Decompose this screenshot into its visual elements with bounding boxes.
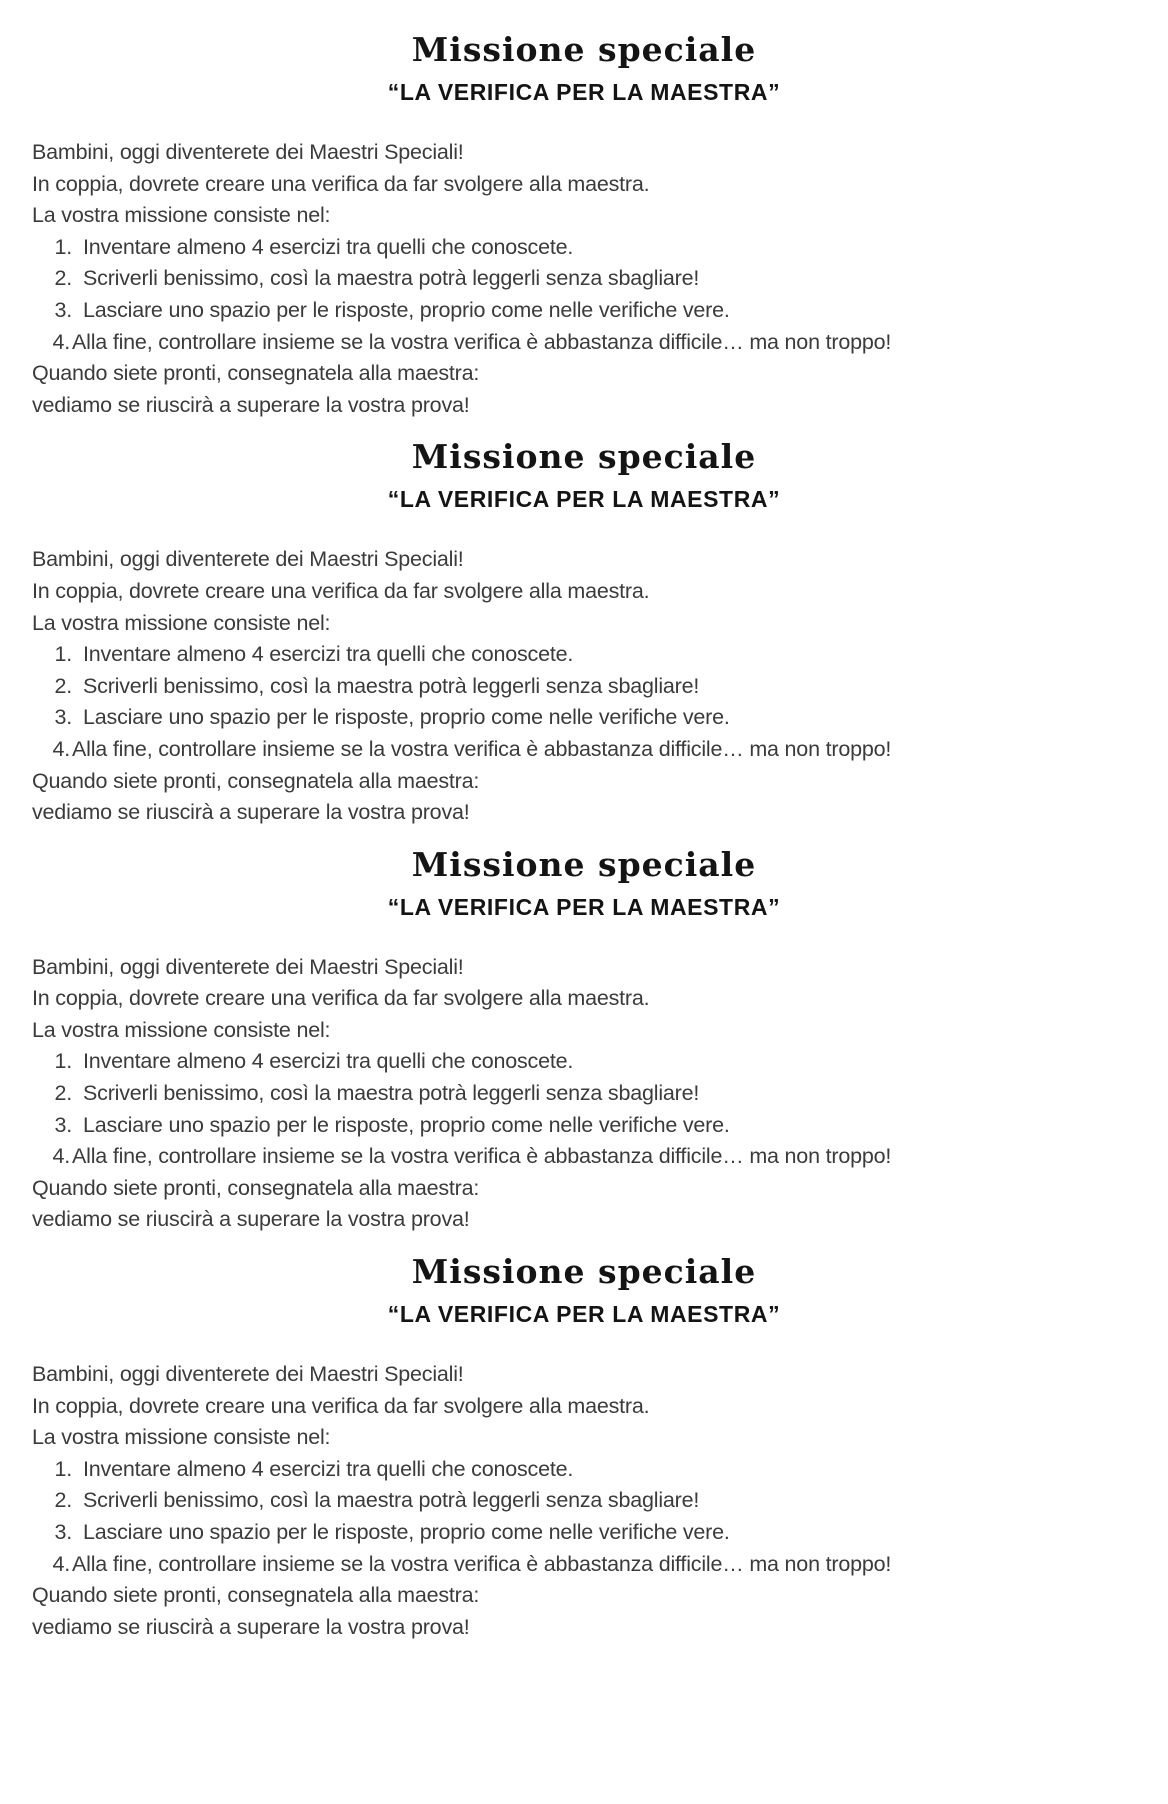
list-item-number: 4. — [52, 736, 70, 761]
list-item — [32, 734, 1132, 766]
intro-line: Bambini, oggi diventerete dei Maestri Speciali! — [32, 954, 464, 979]
list-item — [32, 702, 1132, 734]
list-item-number: 2. — [54, 1488, 72, 1513]
list-item-text: Alla fine, controllare insieme se la vostra verifica è abbastanza difficile… ma non troppo! — [72, 329, 892, 354]
list-item-text: Inventare almeno 4 esercizi tra quelli che conoscete. — [83, 1049, 574, 1074]
list-item-number: 2. — [54, 266, 72, 291]
list-item-number: 3. — [54, 705, 72, 730]
section-subtitle: “LA VERIFICA PER LA MAESTRA” — [387, 893, 781, 920]
closing-line: Quando siete pronti, consegnatela alla maestra: — [32, 1583, 480, 1608]
section-subtitle: “LA VERIFICA PER LA MAESTRA” — [387, 1301, 781, 1328]
list-item-number: 1. — [54, 642, 72, 667]
list-item-number: 3. — [54, 297, 72, 322]
section-subtitle: “LA VERIFICA PER LA MAESTRA” — [387, 79, 781, 105]
intro-line: In coppia, dovrete creare una verifica da far svolgere alla maestra. — [32, 578, 650, 603]
section-body — [0, 952, 1168, 1236]
closing-line: vediamo se riuscirà a superare la vostra prova! — [32, 392, 470, 417]
closing-line: vediamo se riuscirà a superare la vostra prova! — [32, 1614, 470, 1639]
closing-line: Quando siete pronti, consegnatela alla maestra: — [32, 361, 480, 386]
intro-line: Bambini, oggi diventerete dei Maestri Speciali! — [32, 140, 464, 164]
closing-line: vediamo se riuscirà a superare la vostra prova! — [32, 800, 470, 825]
list-item — [32, 1046, 1132, 1078]
list-item-number: 4. — [52, 1551, 70, 1576]
list-item-text: Inventare almeno 4 esercizi tra quelli che conoscete. — [83, 1456, 574, 1481]
list-item-number: 3. — [54, 1520, 72, 1544]
mission-section — [0, 437, 1168, 828]
list-item-number: 2. — [54, 673, 72, 698]
list-item-number: 4. — [52, 329, 70, 354]
mission-list — [32, 232, 1132, 358]
list-item — [32, 639, 1132, 671]
list-item — [32, 1078, 1132, 1110]
mission-section — [0, 1252, 1168, 1643]
list-item-number: 4. — [52, 1144, 70, 1169]
list-item-text: Alla fine, controllare insieme se la vostra verifica è abbastanza difficile… ma non troppo! — [72, 1144, 892, 1169]
intro-line: La vostra missione consiste nel: — [32, 610, 331, 635]
intro-line: Bambini, oggi diventerete dei Maestri Speciali! — [32, 547, 464, 572]
intro-line: In coppia, dovrete creare una verifica da far svolgere alla maestra. — [32, 171, 650, 196]
list-item-text: Lasciare uno spazio per le risposte, proprio come nelle verifiche vere. — [83, 1520, 730, 1544]
list-item — [32, 1517, 1132, 1549]
list-item-number: 3. — [54, 1112, 72, 1137]
list-item-text: Alla fine, controllare insieme se la vostra verifica è abbastanza difficile… ma non troppo! — [72, 736, 892, 761]
section-body — [0, 1359, 1168, 1643]
section-body — [0, 544, 1168, 828]
list-item — [32, 232, 1132, 264]
mission-section — [0, 845, 1168, 1236]
intro-line: In coppia, dovrete creare una verifica da far svolgere alla maestra. — [32, 1393, 650, 1418]
intro-line: La vostra missione consiste nel: — [32, 203, 331, 228]
list-item-number: 1. — [54, 1456, 72, 1481]
intro-line: Bambini, oggi diventerete dei Maestri Speciali! — [32, 1362, 464, 1387]
list-item — [32, 671, 1132, 703]
list-item-text: Scriverli benissimo, così la maestra potrà leggerli senza sbagliare! — [83, 673, 700, 698]
intro-line: La vostra missione consiste nel: — [32, 1425, 331, 1450]
section-subtitle: “LA VERIFICA PER LA MAESTRA” — [387, 486, 781, 513]
closing-line: vediamo se riuscirà a superare la vostra prova! — [32, 1207, 470, 1232]
list-item-text: Lasciare uno spazio per le risposte, proprio come nelle verifiche vere. — [83, 705, 730, 730]
list-item-number: 1. — [54, 1049, 72, 1074]
list-item-text: Alla fine, controllare insieme se la vostra verifica è abbastanza difficile… ma non troppo! — [72, 1551, 892, 1576]
intro-line: In coppia, dovrete creare una verifica da far svolgere alla maestra. — [32, 986, 650, 1011]
list-item — [32, 1485, 1132, 1517]
section-title: Missione speciale — [411, 437, 757, 477]
list-item-text: Inventare almeno 4 esercizi tra quelli che conoscete. — [83, 642, 574, 667]
section-body — [0, 137, 1168, 421]
list-item — [32, 1549, 1132, 1581]
section-title: Missione speciale — [411, 1252, 757, 1292]
list-item-text: Scriverli benissimo, così la maestra potrà leggerli senza sbagliare! — [83, 266, 700, 291]
list-item — [32, 295, 1132, 327]
list-item — [32, 1110, 1132, 1142]
closing-line: Quando siete pronti, consegnatela alla maestra: — [32, 768, 480, 793]
mission-list — [32, 1046, 1132, 1172]
list-item-number: 2. — [54, 1081, 72, 1106]
mission-section — [0, 30, 1168, 421]
intro-line: La vostra missione consiste nel: — [32, 1017, 331, 1042]
list-item — [32, 263, 1132, 295]
section-title: Missione speciale — [411, 30, 757, 69]
list-item-text: Scriverli benissimo, così la maestra potrà leggerli senza sbagliare! — [83, 1488, 700, 1513]
mission-list — [32, 1454, 1132, 1580]
list-item — [32, 1141, 1132, 1173]
section-title: Missione speciale — [411, 844, 757, 884]
list-item — [32, 1454, 1132, 1486]
list-item-text: Inventare almeno 4 esercizi tra quelli che conoscete. — [83, 234, 574, 259]
mission-list — [32, 639, 1132, 765]
list-item-text: Lasciare uno spazio per le risposte, proprio come nelle verifiche vere. — [83, 297, 730, 322]
list-item — [32, 327, 1132, 359]
list-item-text: Scriverli benissimo, così la maestra potrà leggerli senza sbagliare! — [83, 1081, 700, 1106]
list-item-number: 1. — [54, 234, 72, 259]
closing-line: Quando siete pronti, consegnatela alla maestra: — [32, 1175, 480, 1200]
list-item-text: Lasciare uno spazio per le risposte, proprio come nelle verifiche vere. — [83, 1112, 730, 1137]
